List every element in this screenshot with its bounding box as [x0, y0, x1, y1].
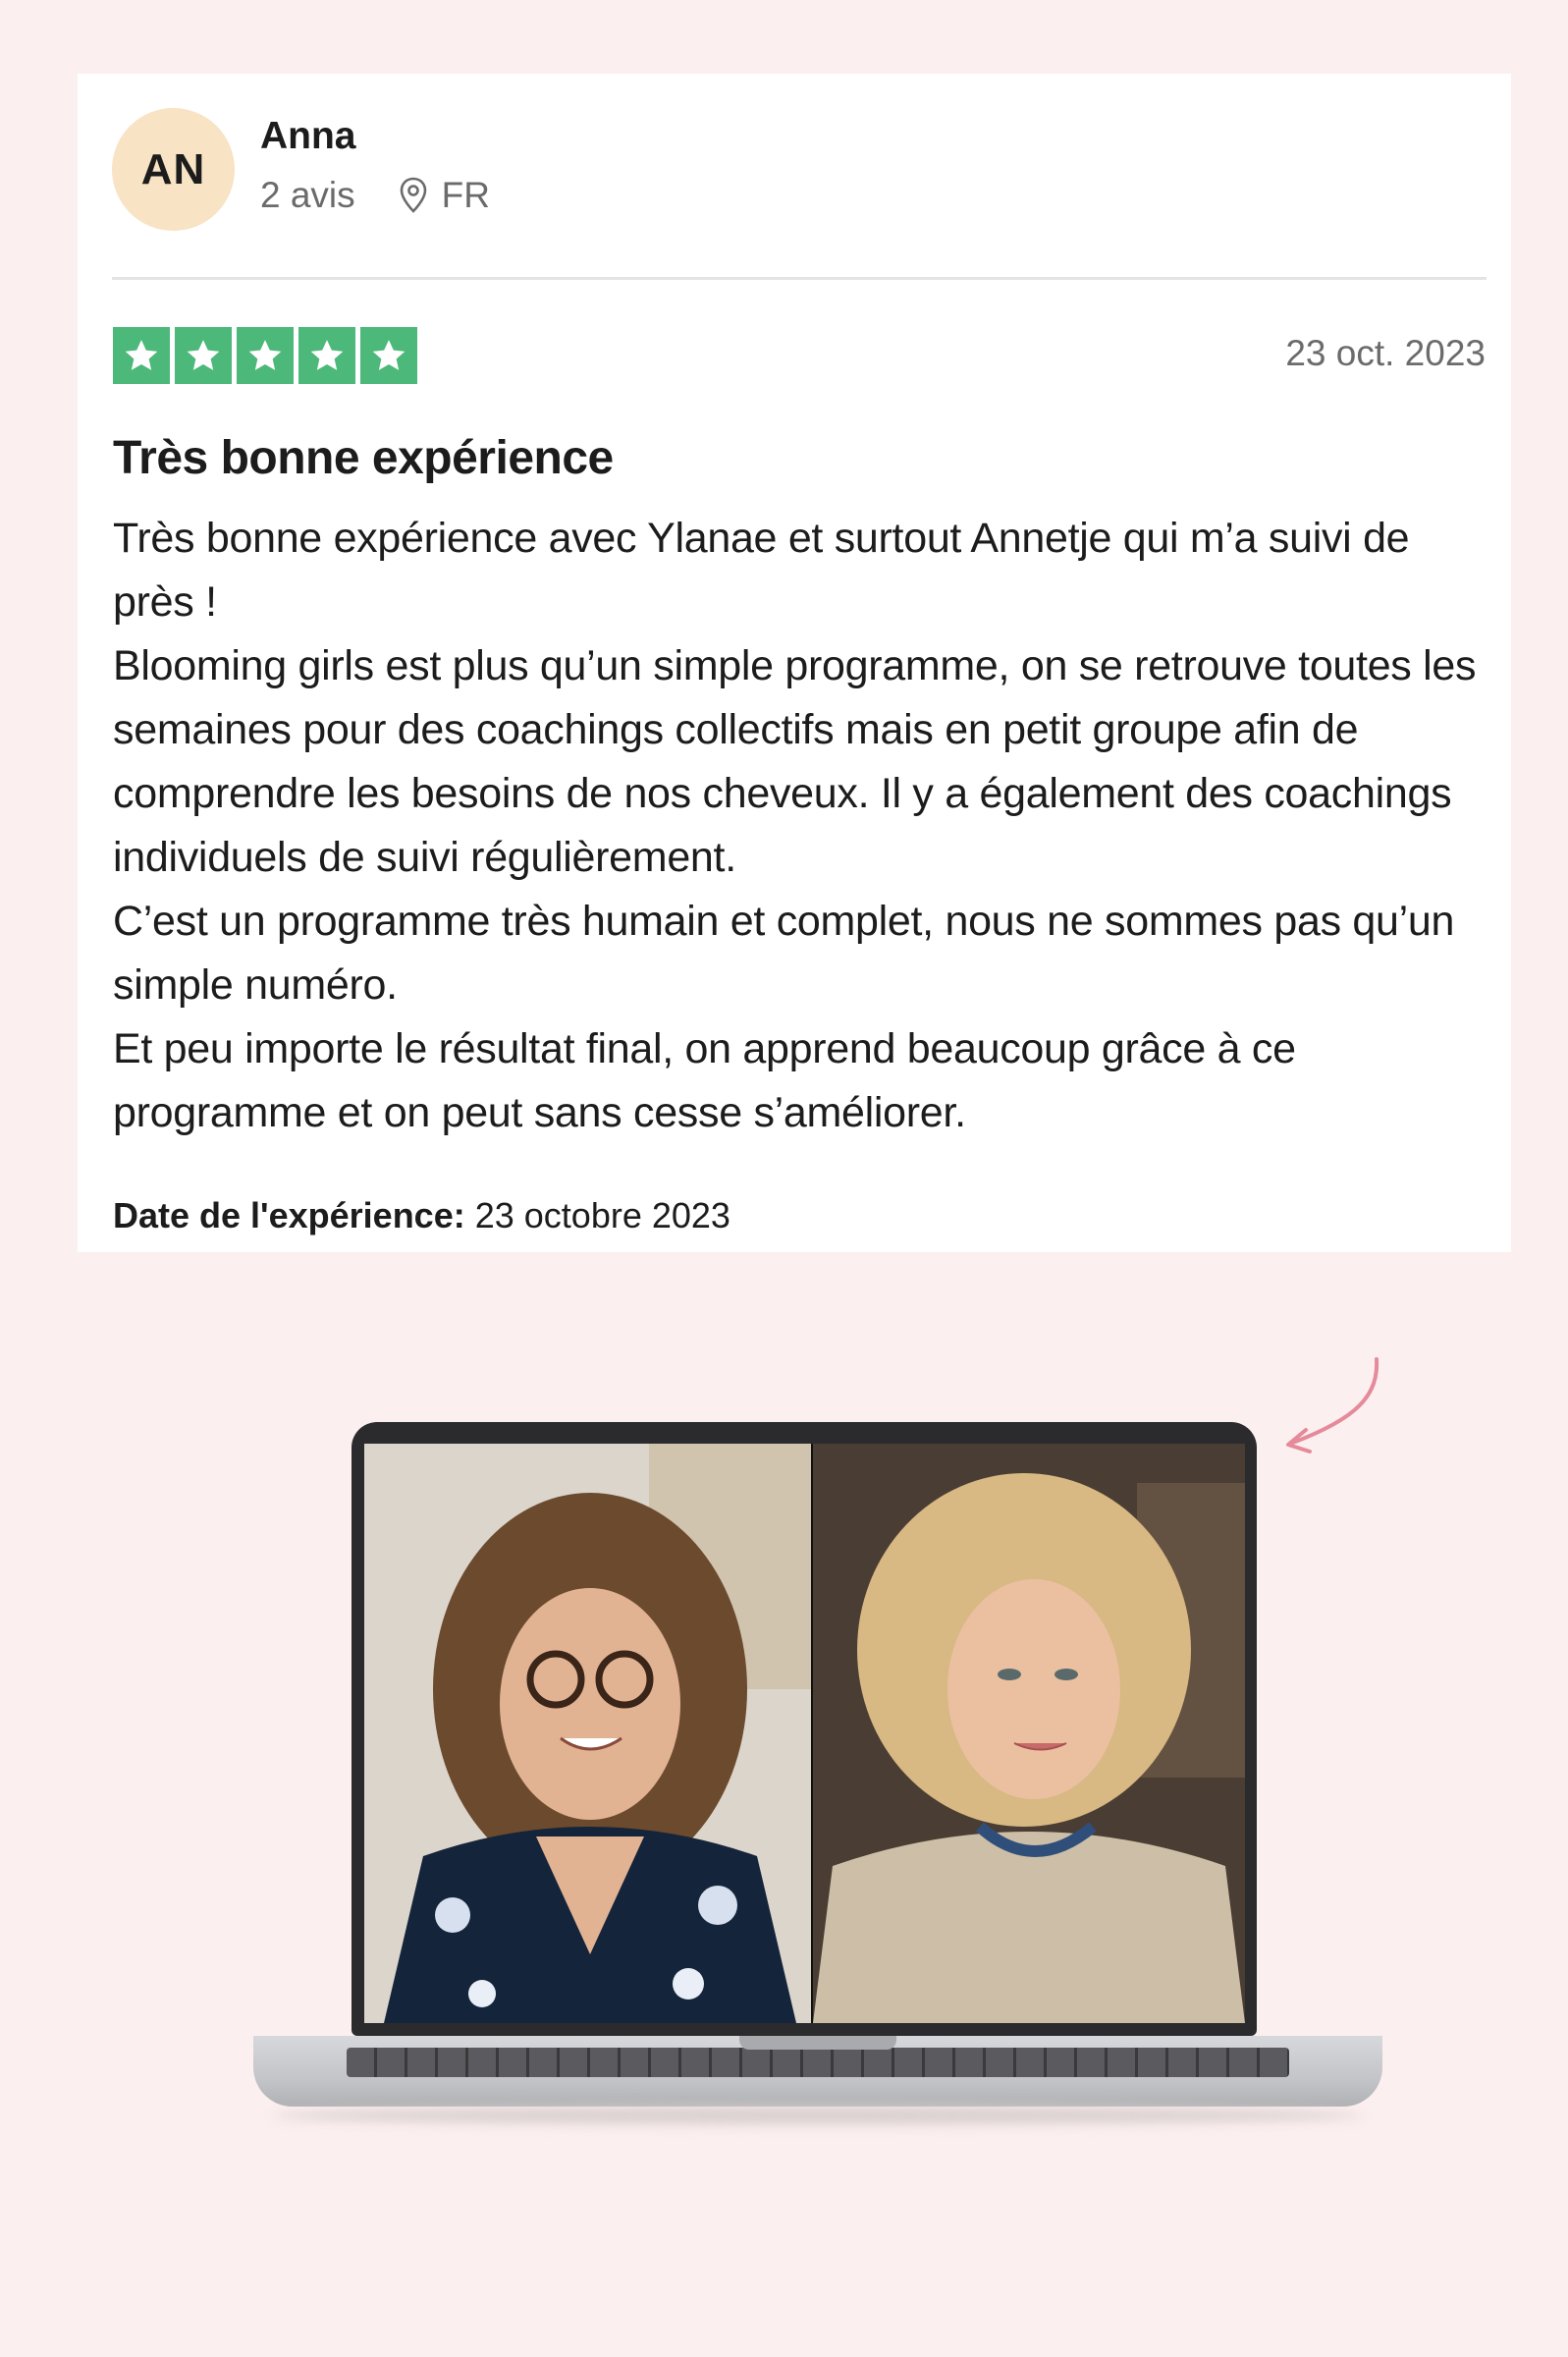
country-code: FR	[441, 175, 490, 215]
video-call-screen	[364, 1444, 1245, 2023]
experience-date	[113, 1195, 730, 1236]
review-paragraph: Blooming girls est plus qu’un simple programme, on se retrouve toutes les semaines pour des coachings collectifs mais en petit groupe afin de comprendre les besoins de nos cheveux. Il y a également des coachings individuels de suivi régulièrement.	[113, 642, 1477, 881]
experience-label: Date de l'expérience:	[113, 1195, 465, 1235]
laptop-illustration	[253, 1422, 1382, 2149]
star-icon	[113, 327, 170, 384]
experience-value: 23 octobre 2023	[474, 1195, 730, 1235]
location-pin-icon	[399, 177, 428, 214]
review-body	[113, 507, 1487, 1145]
review-card	[78, 74, 1511, 1252]
review-title[interactable]: Très bonne expérience	[113, 432, 614, 484]
laptop-lid	[351, 1422, 1257, 2036]
author-name[interactable]: Anna	[260, 115, 356, 157]
keyboard	[347, 2048, 1289, 2077]
review-paragraph: C’est un programme très humain et complet, nous ne sommes pas qu’un simple numéro.	[113, 898, 1455, 1009]
laptop-notch	[739, 2036, 896, 2050]
star-icon	[237, 327, 294, 384]
review-count: 2 avis	[260, 175, 355, 215]
laptop-shadow	[273, 2107, 1363, 2124]
review-date: 23 oct. 2023	[1285, 333, 1486, 373]
video-participant-right	[813, 1444, 1245, 2023]
review-paragraph: Très bonne expérience avec Ylanae et surtout Annetje qui m’a suivi de près !	[113, 515, 1410, 626]
star-icon	[175, 327, 232, 384]
video-participant-left	[364, 1444, 811, 2023]
author-meta	[260, 175, 490, 216]
star-icon	[360, 327, 417, 384]
star-rating	[113, 327, 417, 384]
review-paragraph: Et peu importe le résultat final, on apprend beaucoup grâce à ce programme et on peut sans cesse s’améliorer.	[113, 1025, 1296, 1136]
avatar[interactable]: AN	[112, 108, 235, 231]
laptop-base	[253, 2036, 1382, 2107]
star-icon	[298, 327, 355, 384]
divider	[112, 277, 1487, 280]
